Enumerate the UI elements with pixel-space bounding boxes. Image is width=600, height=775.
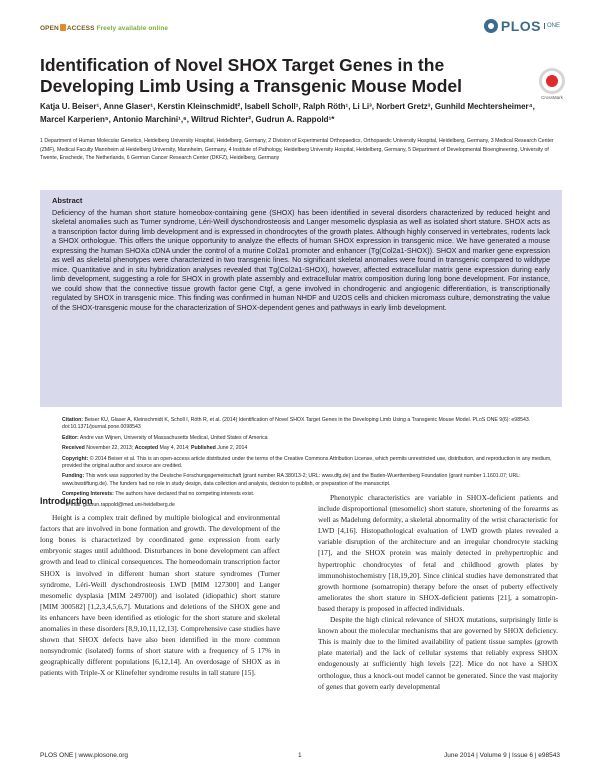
crossmark-badge[interactable] bbox=[532, 68, 572, 100]
funding-label: Funding: bbox=[62, 473, 85, 480]
one-wordmark: ONE bbox=[544, 23, 560, 29]
dates-block bbox=[62, 445, 560, 452]
journal-header bbox=[40, 18, 560, 44]
copyright-label: Copyright: bbox=[62, 455, 89, 462]
copyright-text: © 2014 Beiser et al. This is an open-access article distributed under the terms of the Creative Commons Attribution License, which permits unrestricted use, distribution, and reproduction in any medium, provided the original author and source are credited. bbox=[62, 455, 552, 470]
body-column-left bbox=[40, 496, 280, 679]
intro-paragraph-3: Despite the high clinical relevance of SHOX mutations, surprisingly little is known about the molecular mechanisms that are governed by SHOX deficiency. This is mainly due to the limited availability of patient tissue samples (growth plate material) and the lack of cellular systems that reliably express SHOX endogenously at sufficiently high levels [22]. Mice do not have a SHOX orthologue, thus a knock-out model cannot be generated. Since the vast majority of genes that govern early developmental bbox=[318, 615, 558, 691]
paper-title: Identification of Novel SHOX Target Genes in the Developing Limb Using a Transgenic Mouse Model bbox=[40, 55, 463, 96]
open-word: OPEN bbox=[40, 25, 59, 32]
received-date: November 22, 2013; bbox=[86, 445, 134, 452]
crossmark-icon bbox=[539, 68, 565, 94]
access-word: ACCESS bbox=[66, 25, 95, 32]
accepted-label: Accepted bbox=[134, 445, 159, 452]
email-block[interactable]: * E-mail: gudrun.rappold@med.uni-heidelberg.de bbox=[62, 501, 175, 508]
editor-text: Andre van Wijnen, University of Massachusetts Medical, United States of America bbox=[79, 434, 268, 441]
footer-issue: June 2014 | Volume 9 | Issue 6 | e98543 bbox=[443, 752, 560, 759]
author-list: Katja U. Beiser¹, Anne Glaser¹, Kerstin Kleinschmidt², Isabell Scholl¹, Ralph Röth¹, Li Li³, Norbert Gretz³, Gunhild Mechtersheimer⁴, Marcel Karperien⁵, Antonio Marchini¹,⁶, Wiltrud Richter², Gudrun A. Rappold¹* bbox=[40, 102, 535, 124]
published-label: Published bbox=[190, 445, 216, 452]
freely-available-label: Freely available online bbox=[96, 25, 169, 32]
copyright-block bbox=[62, 456, 560, 471]
page-number: 1 bbox=[298, 752, 302, 759]
editor-block bbox=[62, 435, 560, 442]
affiliations: 1 Department of Human Molecular Genetics, Heidelberg University Hospital, Heidelberg, Germany, 2 Division of Experimental Orthopaedics, Orthopaedic University Hospital, Heidelberg, Germany, 3 Medical Research Center (ZMF), Medical Faculty Mannheim at Heidelberg University, Mannheim, Germany, 4 Institute of Pathology, Heidelberg University Hospital, Heidelberg, Germany, 5 Department of Developmental Bioengineering, University of Twente, Enschede, The Netherlands, 6 German Cancer Research Center (DKFZ), Heidelberg, Germany bbox=[40, 138, 554, 162]
competing-interests-label: Competing Interests: bbox=[62, 491, 114, 498]
plos-wordmark: PLOS bbox=[500, 18, 541, 34]
intro-paragraph-2: Phenotypic characteristics are variable in SHOX-deficient patients and include disproportional (mesomelic) short stature, shortening of the forearms as well as Madelung deformity, a skeletal abnormality of the wrist characteristic for LWD [4,16]. Histopathological evaluation of LWD growth plates revealed a variable disruption of the architecture and an irregular chondrocyte stacking [17], and the SHOX protein was mainly detected in prehypertrophic and hypertrophic chondrocytes of fetal and childhood growth plates by immunohistochemistry [18,19,20]. Since clinical studies have demonstrated that growth hormone (somatropin) therapy before the onset of puberty effectively ameliorates the short stature in SHOX-deficient patients [21], a somatropin-based therapy is proposed in affected individuals. bbox=[318, 493, 558, 613]
published-date: June 2, 2014 bbox=[217, 445, 248, 452]
footer-journal: PLOS ONE | www.plosone.org bbox=[40, 752, 129, 759]
abstract-text: Deficiency of the human short stature homeobox-containing gene (SHOX) has been identified in several disorders characterized by reduced height and skeletal anomalies such as Turner syndrome, Léri-Weill dyschondrosteosis and Langer mesomelic dysplasia as well as isolated short stature. SHOX acts as a transcription factor during limb development and is expressed in chondrocytes of the growth plates. Although highly conserved in vertebrates, rodents lack a SHOX orthologue. This offers the unique opportunity to analyze the effects of human SHOX expression in transgenic mice. We have generated a mouse expressing the human SHOXa cDNA under the control of a murine Col2a1 promoter and enhancer (Tg(Col2a1-SHOX)). SHOX and marker gene expression as well as skeletal phenotypes were characterized in two transgenic lines. No significant skeletal anomalies were found in transgenic compared to wildtype mice. Quantitative and in situ hybridization analyses revealed that Tg(Col2a1-SHOX), however, affected extracellular matrix gene expression during early limb development, suggesting a role for SHOX in growth plate assembly and extracellular matrix composition during long bone development. For instance, we could show that the connective tissue growth factor gene Ctgf, a gene involved in chondrogenic and angiogenic differentiation, is transcriptionally regulated by SHOX in transgenic mice. This finding was confirmed in human NHDF and U2OS cells and chicken micromass culture, demonstrating the value of the SHOX-transgenic mouse for the characterization of SHOX-dependent genes and pathways in early limb development. bbox=[52, 208, 550, 312]
plos-logo-icon bbox=[484, 19, 498, 33]
accepted-date: May 4, 2014; bbox=[159, 445, 190, 452]
funding-text: This work was supported by the Deutsche Forschungsgemeinschaft (grant number RA 380/13-2; URL: www.dfg.de) and the Baden-Wuerttemberg Foundation (grant number 1.1601.07; URL: www.bwstiftung.de). The funders had no role in study design, data collection and analysis, decision to publish, or preparation of the manuscript. bbox=[62, 473, 521, 487]
citation-label: Citation: bbox=[62, 417, 84, 423]
citation-text: Beiser KU, Glaser A, Kleinschmidt K, Scholl I, Röth R, et al. (2014) Identification of Novel SHOX Target Genes in the Developing Limb Using a Transgenic Mouse Model. PLoS ONE 9(6): e98543. doi:10.1371/journal.pone.0098543 bbox=[62, 417, 531, 431]
intro-paragraph-1: Height is a complex trait defined by multiple biological and environmental factors that are involved in bone formation and growth. The development of the long bones is characterized by coordinated gene expression from early embryonic stages until adulthood. Disturbances in bone development can affect growth and lead to clinical consequences. The homeodomain transcription factor SHOX is involved in different human short stature syndromes (Turner syndrome, Léri-Weill dyschondrosteosis LWD [MIM 127300] and Langer mesomelic dysplasia [MIM 249700]) and isolated (idiopathic) short stature [MIM 300582] [1,2,3,4,5,6,7]. Mutations and deletions of the SHOX gene and its enhancers have been identified as etiologic for the short stature and skeletal anomalies in these disorders [8,9,10,11,12,13]. Comprehensive case studies have shown that SHOX defects have also been identified in the more common nonsyndromic (isolated) forms of short stature with a frequency of 5 17% in geographically different populations [6,12,14]. An overdosage of SHOX as in patients with Triple-X or Klinefelter syndrome results in tall stature [15]. bbox=[40, 513, 280, 678]
competing-interests-text: The authors have declared that no competing interests exist. bbox=[115, 491, 255, 498]
plos-one-logo bbox=[484, 18, 560, 34]
received-label: Received bbox=[62, 445, 85, 452]
open-access-lock-icon bbox=[60, 24, 66, 31]
open-access-label bbox=[40, 24, 168, 32]
introduction-heading: Introduction bbox=[40, 496, 93, 506]
editor-label: Editor: bbox=[62, 434, 79, 441]
body-column-right bbox=[318, 492, 558, 692]
abstract-box bbox=[40, 190, 562, 407]
funding-block bbox=[62, 473, 560, 488]
crossmark-label: CrossMark bbox=[541, 95, 563, 100]
abstract-heading: Abstract bbox=[52, 196, 83, 205]
citation-block bbox=[62, 417, 560, 432]
